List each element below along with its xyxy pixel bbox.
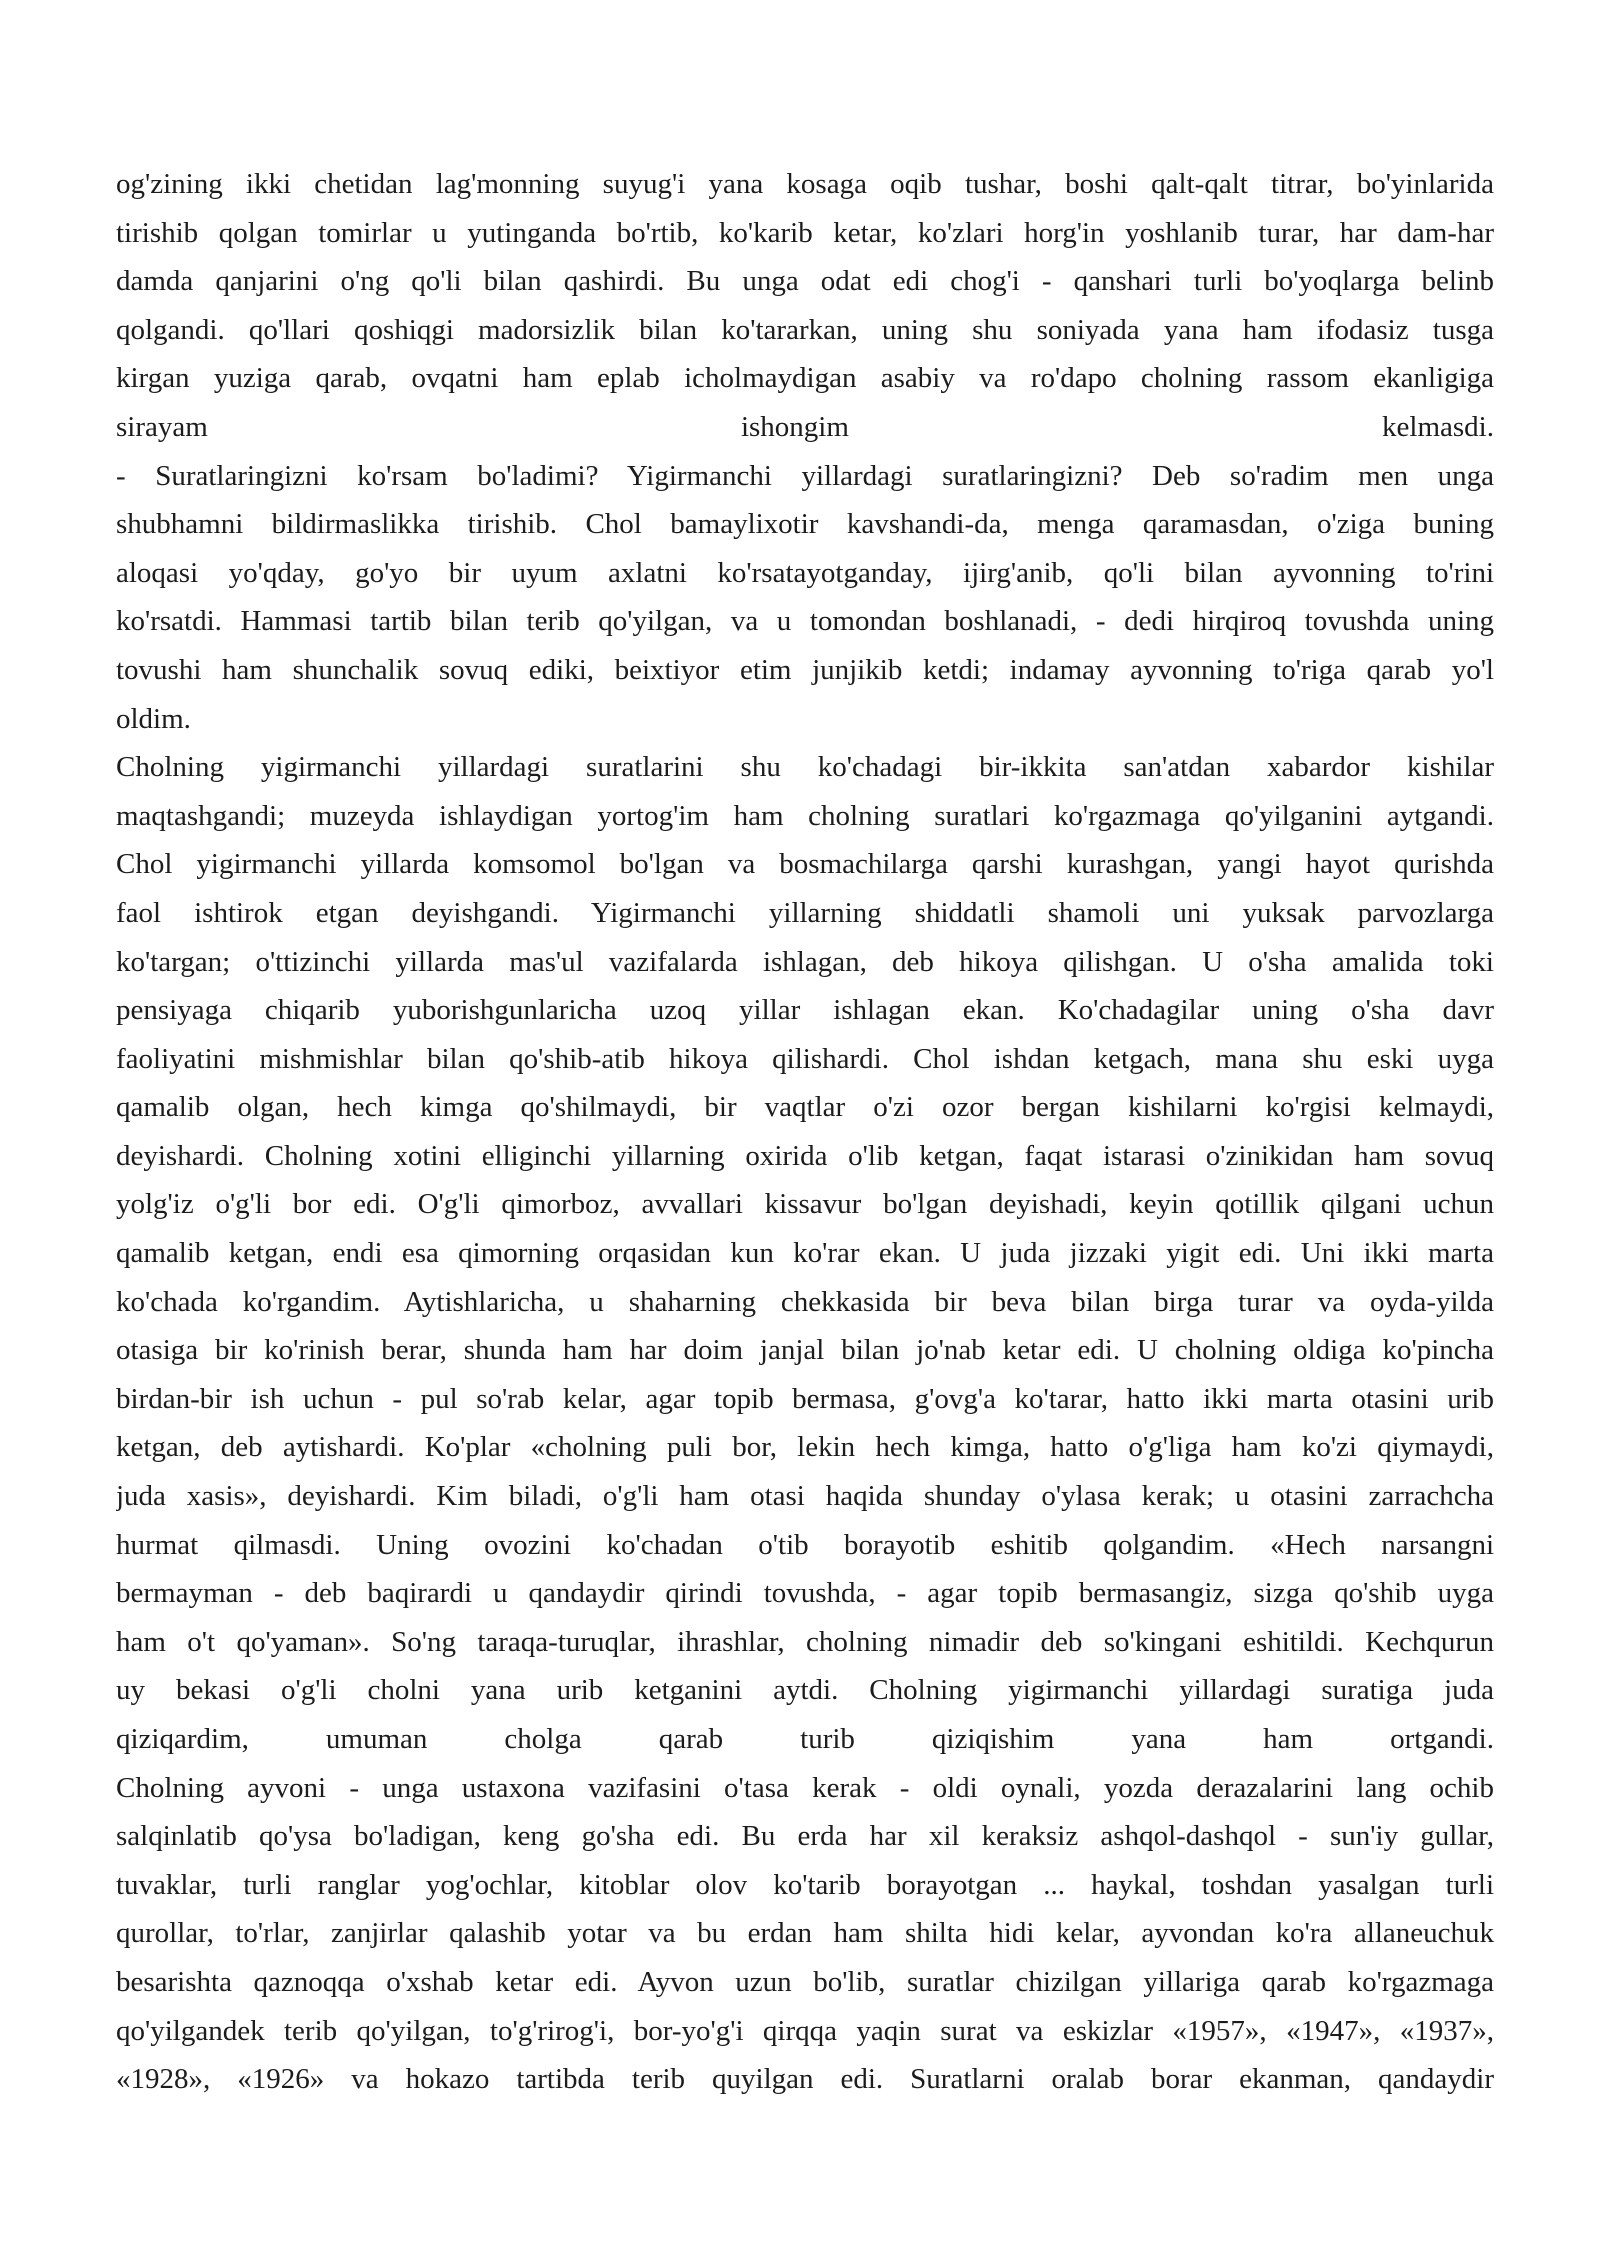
text-line: ham o't qo'yaman». So'ng taraqa-turuqlar, ihrashlar, cholning nimadir deb so'kingani eshitildi. Kechqurun [116,1625,1494,1658]
text-line: damda qanjarini o'ng qo'li bilan qashirdi. Bu unga odat edi chog'i - qanshari turli bo'yoqlarga belinb [116,265,1494,298]
text-line: qo'yilgandek terib qo'yilgan, to'g'rirog'i, bor-yo'g'i qirqqa yaqin surat va eskizlar «1957», «1947», «1937», [116,2014,1494,2047]
text-line: ko'chada ko'rgandim. Aytishlaricha, u shaharning chekkasida bir beva bilan birga turar va oyda-yilda [116,1285,1494,1318]
text-line: faol ishtirok etgan deyishgandi. Yigirmanchi yillarning shiddatli shamoli uni yuksak parvozlarga [116,896,1494,929]
text-line: Chol yigirmanchi yillarda komsomol bo'lgan va bosmachilarga qarshi kurashgan, yangi hayot qurishda [116,848,1494,881]
text-line: uy bekasi o'g'li cholni yana urib ketganini aytdi. Cholning yigirmanchi yillardagi suratiga juda [116,1674,1494,1707]
text-line: qamalib olgan, hech kimga qo'shilmaydi, bir vaqtlar o'zi ozor bergan kishilarni ko'rgisi kelmaydi, [116,1091,1494,1124]
text-line: tuvaklar, turli ranglar yog'ochlar, kitoblar olov ko'tarib borayotgan ... haykal, toshdan yasalgan turli [116,1868,1494,1901]
text-line: qamalib ketgan, endi esa qimorning orqasidan kun ko'rar ekan. U juda jizzaki yigit edi. Uni ikki marta [116,1237,1494,1270]
text-line: tovushi ham shunchalik sovuq ediki, beixtiyor etim junjikib ketdi; indamay ayvonning to'riga qarab yo'l [116,653,1494,686]
text-line: faoliyatini mishmishlar bilan qo'shib-atib hikoya qilishardi. Chol ishdan ketgach, mana shu eski uyga [116,1042,1494,1075]
text-line: oldim. [116,702,191,735]
text-line: kirgan yuziga qarab, ovqatni ham eplab icholmaydigan asabiy va ro'dapo cholning rassom ekanligiga [116,362,1494,395]
text-line: pensiyaga chiqarib yuborishgunlaricha uzoq yillar ishlagan ekan. Ko'chadagilar uning o'sha davr [116,994,1494,1027]
text-line: yolg'iz o'g'li bor edi. O'g'li qimorboz, avvallari kissavur bo'lgan deyishadi, keyin qotillik qilgani uchun [116,1188,1494,1221]
text-line: ketgan, deb aytishardi. Ko'plar «cholning puli bor, lekin hech kimga, hatto o'g'liga ham ko'zi qiymaydi, [116,1431,1494,1464]
text-line: juda xasis», deyishardi. Kim biladi, o'g'li ham otasi haqida shunday o'ylasa kerak; u otasini zarrachcha [116,1480,1494,1513]
text-line: hurmat qilmasdi. Uning ovozini ko'chadan o'tib borayotib eshitib qolgandim. «Hech narsangni [116,1528,1494,1561]
text-line: birdan-bir ish uchun - pul so'rab kelar, agar topib bermasa, g'ovg'a ko'tarar, hatto ikki marta otasini urib [116,1382,1494,1415]
text-line: qolgandi. qo'llari qoshiqgi madorsizlik bilan ko'tararkan, uning shu soniyada yana ham ifodasiz tusga [116,313,1494,346]
text-line: shubhamni bildirmaslikka tirishib. Chol bamaylixotir kavshandi-da, menga qaramasdan, o'ziga buning [116,508,1494,541]
text-line: qiziqardim, umuman cholga qarab turib qiziqishim yana ham ortgandi. [116,1723,1494,1755]
text-line: ko'rsatdi. Hammasi tartib bilan terib qo'yilgan, va u tomondan boshlanadi, - dedi hirqiroq tovushda uning [116,605,1494,638]
text-line: besarishta qaznoqqa o'xshab ketar edi. Ayvon uzun bo'lib, suratlar chizilgan yillariga qarab ko'rgazmaga [116,1965,1494,1998]
text-line: qurollar, to'rlar, zanjirlar qalashib yotar va bu erdan ham shilta hidi kelar, ayvondan ko'ra allaneuchuk [116,1917,1494,1950]
text-line: maqtashgandi; muzeyda ishlaydigan yortog'im ham cholning suratlari ko'rgazmaga qo'yilganini aytgandi. [116,799,1494,832]
text-line: og'zining ikki chetidan lag'monning suyug'i yana kosaga oqib tushar, boshi qalt-qalt titrar, bo'yinlarida [116,168,1494,200]
text-line: bermayman - deb baqirardi u qandaydir qirindi tovushda, - agar topib bermasangiz, sizga qo'shib uyga [116,1577,1494,1610]
document-body [116,160,1494,2104]
text-line: sirayam ishongim kelmasdi. [116,410,1494,443]
text-line: - Suratlaringizni ko'rsam bo'ladimi? Yigirmanchi yillardagi suratlaringizni? Deb so'radim men unga [116,459,1494,492]
text-line: «1928», «1926» va hokazo tartibda terib quyilgan edi. Suratlarni oralab borar ekanman, qandaydir [116,2063,1494,2096]
text-line: Cholning ayvoni - unga ustaxona vazifasini o'tasa kerak - oldi oynali, yozda derazalarini lang ochib [116,1771,1494,1804]
text-line: otasiga bir ko'rinish berar, shunda ham har doim janjal bilan jo'nab ketar edi. U cholning oldiga ko'pincha [116,1334,1494,1367]
text-line: aloqasi yo'qday, go'yo bir uyum axlatni ko'rsatayotganday, ijirg'anib, qo'li bilan ayvonning to'rini [116,556,1494,589]
text-line: tirishib qolgan tomirlar u yutinganda bo'rtib, ko'karib ketar, ko'zlari horg'in yoshlanib turar, har dam-har [116,216,1494,249]
text-line: salqinlatib qo'ysa bo'ladigan, keng go'sha edi. Bu erda har xil keraksiz ashqol-dashqol - sun'iy gullar, [116,1820,1494,1853]
text-line: Cholning yigirmanchi yillardagi suratlarini shu ko'chadagi bir-ikkita san'atdan xabardor kishilar [116,751,1494,784]
text-line: deyishardi. Cholning xotini elliginchi yillarning oxirida o'lib ketgan, faqat istarasi o'zinikidan ham sovuq [116,1139,1494,1172]
text-line: ko'targan; o'ttizinchi yillarda mas'ul vazifalarda ishlagan, deb hikoya qilishgan. U o'sha amalida toki [116,945,1494,978]
